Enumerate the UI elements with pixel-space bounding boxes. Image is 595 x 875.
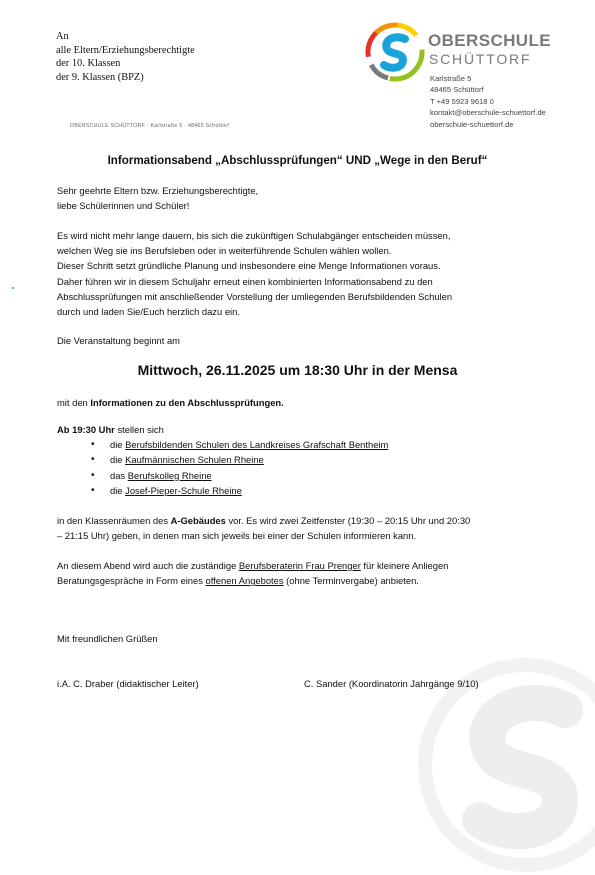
from-time: Ab 19:30 Uhr bbox=[57, 424, 115, 435]
closing bbox=[57, 631, 158, 646]
rooms-pre: in den Klassenräumen des bbox=[57, 515, 171, 526]
contact-city: 48465 Schüttorf bbox=[430, 85, 484, 95]
school-location: SCHÜTTORF bbox=[429, 51, 532, 67]
rooms-line2: – 21:15 Uhr) geben, in denen man sich jeweils bei einer der Schulen informieren kann. bbox=[57, 530, 417, 542]
intro-line: Dieser Schritt setzt gründliche Planung und insbesondere eine Menge Informationen voraus. bbox=[57, 260, 441, 272]
school-link[interactable]: Berufskolleg Rheine bbox=[127, 469, 212, 481]
greeting-line: Sehr geehrte Eltern bzw. Erziehungsberechtigte, bbox=[57, 185, 259, 196]
advisor-pre: An diesem Abend wird auch die zuständige bbox=[57, 560, 239, 571]
from-line bbox=[57, 422, 164, 437]
school-logo bbox=[365, 22, 425, 82]
info-prefix: mit den bbox=[57, 397, 91, 408]
school-link[interactable]: Kaufmännischen Schulen Rheine bbox=[125, 454, 264, 466]
list-item bbox=[88, 483, 388, 498]
info-line bbox=[57, 395, 284, 410]
list-article: das bbox=[110, 469, 126, 481]
advisor-line2-post: (ohne Terminvergabe) anbieten. bbox=[283, 575, 419, 587]
intro-line: Es wird nicht mehr lange dauern, bis sich die zukünftigen Schulabgänger entscheiden müssen, bbox=[57, 230, 451, 241]
list-item bbox=[88, 452, 388, 467]
list-article: die bbox=[110, 485, 123, 497]
signature-left: i.A. C. Draber (didaktischer Leiter) bbox=[57, 678, 199, 689]
list-item bbox=[88, 437, 388, 452]
letter-title: Informationsabend „Abschlussprüfungen“ UND „Wege in den Beruf“ bbox=[107, 154, 488, 167]
list-article: die bbox=[110, 439, 123, 450]
recipient-address bbox=[56, 30, 195, 84]
advisor-post: für kleinere Anliegen bbox=[360, 560, 449, 571]
event-date-line: Mittwoch, 26.11.2025 um 18:30 Uhr in der Mensa bbox=[137, 362, 458, 378]
recipient-line: alle Eltern/Erziehungsberechtigte bbox=[56, 44, 195, 56]
intro-line: Abschlussprüfungen mit anschließender Vorstellung der umliegenden Berufsbildenden Schulen bbox=[57, 290, 453, 302]
contact-email[interactable]: kontakt@oberschule-schuettorf.de bbox=[430, 108, 546, 118]
recipient-line: An bbox=[56, 31, 69, 42]
contact-street: Karlstraße 5 bbox=[430, 74, 472, 83]
advisor-line2-pre: Beratungsgespräche in Form eines bbox=[57, 575, 206, 587]
intro-paragraph bbox=[57, 228, 452, 319]
school-link[interactable]: Josef-Pieper-Schule Rheine bbox=[125, 485, 242, 497]
offer-link[interactable]: offenen Angebotes bbox=[205, 575, 284, 587]
advisor-paragraph bbox=[57, 558, 448, 588]
greeting bbox=[57, 183, 258, 213]
recipient-line: der 9. Klassen (BPZ) bbox=[56, 71, 144, 83]
signature-right: C. Sander (Koordinatorin Jahrgänge 9/10) bbox=[304, 678, 479, 689]
sender-line: OBERSCHULE SCHÜTTORF · Karlstraße 5 · 48465 Schüttorf bbox=[70, 123, 230, 129]
recipient-line: der 10. Klassen bbox=[56, 58, 121, 70]
school-contact bbox=[430, 73, 546, 130]
rooms-paragraph bbox=[57, 513, 470, 543]
intro-line: durch und laden Sie/Euch herzlich dazu ein. bbox=[57, 306, 240, 318]
greeting-line: liebe Schülerinnen und Schüler! bbox=[57, 200, 190, 212]
advisor-link[interactable]: Berufsberaterin Frau Prenger bbox=[238, 560, 361, 571]
rooms-post: vor. Es wird zwei Zeitfenster (19:30 – 20:15 Uhr und 20:30 bbox=[225, 515, 471, 526]
school-name: OBERSCHULE bbox=[428, 31, 552, 50]
stray-dot bbox=[12, 287, 14, 289]
from-rest: stellen sich bbox=[114, 424, 164, 435]
school-list bbox=[88, 437, 388, 499]
school-link[interactable]: Berufsbildenden Schulen des Landkreises Grafschaft Bentheim bbox=[125, 439, 389, 450]
intro-line: Daher führen wir in diesem Schuljahr erneut einen kombinierten Informationsabend zu den bbox=[57, 275, 433, 287]
closing-line: Mit freundlichen Grüßen bbox=[57, 633, 158, 644]
list-article: die bbox=[110, 454, 123, 466]
list-item bbox=[88, 468, 388, 483]
rooms-building: A-Gebäudes bbox=[170, 515, 226, 526]
contact-website[interactable]: oberschule-schuettorf.de bbox=[430, 119, 514, 129]
contact-phone: T +49 5923 9618 0 bbox=[430, 96, 494, 106]
start-text-line: Die Veranstaltung beginnt am bbox=[57, 335, 180, 346]
info-bold: Informationen zu den Abschlussprüfungen. bbox=[90, 397, 284, 408]
intro-line: welchen Weg sie ins Berufsleben oder in weiterführende Schulen wählen wollen. bbox=[57, 245, 392, 257]
start-text bbox=[57, 333, 180, 348]
